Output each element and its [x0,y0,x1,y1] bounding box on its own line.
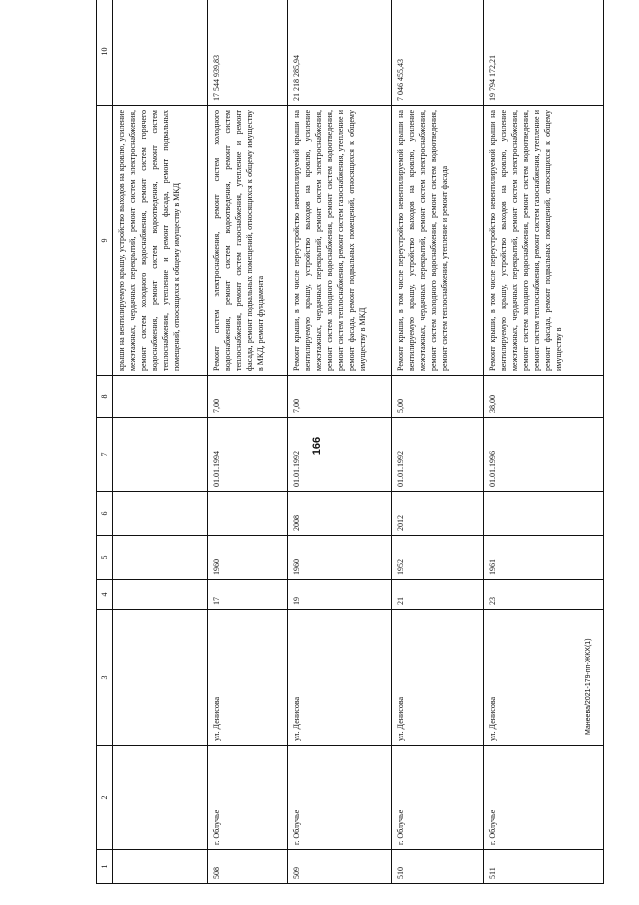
date-cell: 01.01.1994 [208,418,288,492]
cost-cell: 7 046 455,43 [392,0,484,106]
col-header-5: 5 [97,536,113,580]
street-cell: ул. Денисова [392,610,484,746]
town-cell: г. Облучье [392,746,484,850]
house-number-cell: 21 [392,580,484,610]
col-header-7: 7 [97,418,113,492]
row-number: 509 [288,850,392,884]
street-cell: ул. Денисова [288,610,392,746]
continuation-row [113,0,208,884]
street-cell: ул. Денисова [484,610,604,746]
house-number-cell: 17 [208,580,288,610]
col-header-6: 6 [97,492,113,536]
cost-cell: 21 218 285,94 [288,0,392,106]
repair-register-table [96,0,604,884]
cost-cell: 17 544 939,83 [208,0,288,106]
works-cell: Ремонт систем электроснабжения, ремонт систем холодного водоснабжения, ремонт систем водоотведения, ремонт систем теплоснабжения, ремонт систем газоснабжения, утепление и ремонт фасада, ремонт подвальных помещений, относящихся к общему имуществу в МКД, ремонт фундамента [208,106,288,376]
row-number: 508 [208,850,288,884]
year-built-cell: 1960 [208,536,288,580]
town-cell: г. Облучье [288,746,392,850]
year-col6-cell: 2012 [392,492,484,536]
works-cell: Ремонт крыши, в том числе переустройство невентилируемой крыши на вентилируемую крышу, устройство выходов на кровлю, усиление межэтажных, чердачных перекрытий, ремонт систем электроснабжения, ремонт систем холодного водоснабжения, ремонт систем водоотведения, ремонт систем теплоснабжения, утепление и ремонт фасада [392,106,484,376]
year-col6-cell: 2008 [288,492,392,536]
continued-works-text: крыши на вентилируемую крышу, устройство выходов на кровлю, усиление межэтажных, чердачных перекрытий, ремонт систем электроснабжения, ремонт систем холодного водоснабжения, ремонт систем горячего водоснабжения, ремонт систем водоотведения, ремонт систем теплоснабжения, утепление и ремонт фасада, ремонт подвальных помещений, относящихся к общему имуществу в МКД [113,106,208,376]
town-cell: г. Облучье [484,746,604,850]
date-cell: 01.01.1996 [484,418,604,492]
date-cell: 01.01.1992 [392,418,484,492]
col-header-3: 3 [97,610,113,746]
value-col8-cell: 7,00 [288,376,392,418]
value-col8-cell: 38,00 [484,376,604,418]
cost-cell: 19 794 172,21 [484,0,604,106]
house-number-cell: 23 [484,580,604,610]
col-header-4: 4 [97,580,113,610]
date-cell: 01.01.1992 [288,418,392,492]
table-row [484,0,604,884]
works-cell: Ремонт крыши, в том числе переустройство невентилируемой крыши на вентилируемую крышу, устройство выходов на кровлю, усиление межэтажных, чердачных перекрытий, ремонт систем электроснабжения, ремонт систем холодного водоснабжения, ремонт систем водоотведения, ремонт систем теплоснабжения, ремонт систем газоснабжения, утепление и ремонт фасада, ремонт подвальных помещений, относящихся к общему имуществу в МКД [288,106,392,376]
page-number: 166 [311,436,323,456]
house-number-cell: 19 [288,580,392,610]
table-row [392,0,484,884]
column-number-row [97,0,113,884]
year-built-cell: 1961 [484,536,604,580]
works-cell: Ремонт крыши, в том числе переустройство невентилируемой крыши на вентилируемую крышу, устройство выходов на кровлю, усиление межэтажных, чердачных перекрытий, ремонт систем электроснабжения, ремонт систем холодного водоснабжения, ремонт систем водоотведения, ремонт систем теплоснабжения, ремонт систем газоснабжения, утепление и ремонт фасада, ремонт подвальных помещений, относящихся к общему имуществу в [484,106,604,376]
value-col8-cell: 7,00 [208,376,288,418]
year-col6-cell [484,492,604,536]
col-header-1: 1 [97,850,113,884]
table-row [288,0,392,884]
col-header-8: 8 [97,376,113,418]
town-cell: г. Облучье [208,746,288,850]
row-number: 511 [484,850,604,884]
value-col8-cell: 5,00 [392,376,484,418]
year-built-cell: 1960 [288,536,392,580]
col-header-10: 10 [97,0,113,106]
year-col6-cell [208,492,288,536]
table-row [208,0,288,884]
col-header-2: 2 [97,746,113,850]
document-reference: Манеева/2021-179-пп-ЖКХ(1) [585,638,592,735]
year-built-cell: 1952 [392,536,484,580]
street-cell: ул. Денисова [208,610,288,746]
rotated-table-container [96,28,601,884]
row-number: 510 [392,850,484,884]
col-header-9: 9 [97,106,113,376]
